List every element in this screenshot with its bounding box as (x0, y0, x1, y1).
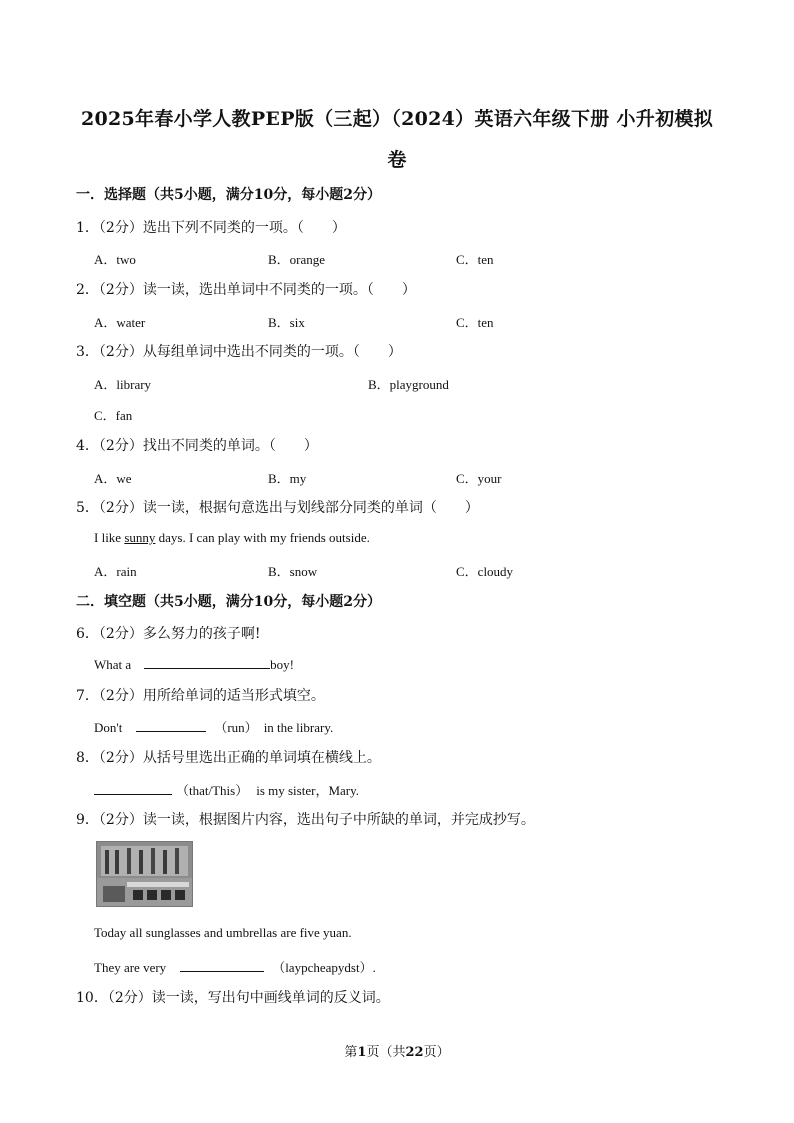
question-5-sentence (94, 530, 370, 546)
question-2-option-b: B．six (268, 315, 305, 330)
question-8-hint: （that/This） (176, 783, 249, 798)
footer-post: 页） (423, 1045, 450, 1060)
question-4-stem: 4．（2分）找出不同类的单词。（ ） (76, 438, 318, 454)
question-3-stem: 3．（2分）从每组单词中选出不同类的一项。（ ） (76, 344, 402, 360)
question-9-post: . (372, 960, 376, 975)
question-5-sentence-pre: I like (94, 530, 125, 545)
question-8-blank[interactable] (94, 781, 172, 795)
question-3-option-c: C．fan (94, 408, 133, 423)
question-8-stem: 8．（2分）从括号里选出正确的单词填在横线上。 (76, 750, 381, 766)
shop-sale-picture (96, 841, 193, 907)
question-6-pre: What a (94, 657, 132, 672)
question-7-post: in the library. (263, 720, 334, 735)
question-9-pre: They are very (94, 960, 167, 975)
question-4-option-a: A．we (94, 471, 132, 486)
question-6-line (94, 655, 294, 673)
question-6-blank[interactable] (144, 655, 270, 669)
question-6-stem: 6．（2分）多么努力的孩子啊! (76, 626, 261, 642)
footer-total-pages: 22 (405, 1045, 424, 1060)
question-5-option-b: B．snow (268, 564, 318, 579)
question-2-stem: 2．（2分）读一读，选出单词中不同类的一项。（ ） (76, 282, 416, 298)
question-9-stem: 9．（2分）读一读，根据图片内容，选出句子中所缺的单词，并完成抄写。 (76, 812, 535, 828)
question-8-line (94, 780, 359, 799)
question-4-option-c: C．your (456, 471, 502, 486)
question-2-option-c: C．ten (456, 315, 494, 330)
page-footer (0, 1041, 794, 1060)
section-heading-fill: 二．填空题（共5小题，满分10分，每小题2分） (76, 594, 381, 610)
footer-page-number: 1 (357, 1045, 367, 1060)
question-5-underlined-word: sunny (124, 530, 156, 545)
question-2-option-a: A．water (94, 315, 146, 330)
footer-pre: 第 (344, 1045, 358, 1060)
question-5-option-c: C．cloudy (456, 564, 514, 579)
question-7-stem: 7．（2分）用所给单词的适当形式填空。 (76, 688, 325, 704)
question-3-option-b: B．playground (368, 377, 449, 392)
question-5-option-a: A．rain (94, 564, 137, 579)
question-7-pre: Don't (94, 720, 123, 735)
question-1-stem: 1．（2分）选出下列不同类的一项。（ ） (76, 220, 346, 236)
footer-mid: 页（共 (366, 1045, 406, 1060)
question-5-stem: 5．（2分）读一读，根据句意选出与划线部分同类的单词（ ） (76, 500, 479, 516)
document-title-line1: 2025年春小学人教PEP版（三起）（2024）英语六年级下册 小升初模拟 (80, 108, 714, 130)
question-9-hint: （laypcheapydst） (272, 960, 373, 975)
question-1-option-c: C．ten (456, 252, 494, 267)
question-7-blank[interactable] (136, 718, 206, 732)
document-title-line2: 卷 (387, 149, 407, 171)
question-1-option-b: B．orange (268, 252, 326, 267)
question-6-post: boy! (270, 657, 295, 672)
question-9-line (94, 957, 376, 976)
question-9-sentence-1: Today all sunglasses and umbrellas are five yuan. (94, 925, 352, 940)
question-8-post: is my sister，Mary. (256, 783, 360, 798)
question-4-option-b: B．my (268, 471, 307, 486)
question-9-blank[interactable] (180, 958, 264, 972)
section-heading-choice: 一．选择题（共5小题，满分10分，每小题2分） (76, 187, 381, 203)
question-1-option-a: A．two (94, 252, 136, 267)
question-7-hint: （run） (214, 720, 258, 735)
question-3-option-a: A．library (94, 377, 152, 392)
shop-sale-illustration (97, 842, 192, 906)
question-7-line (94, 717, 333, 736)
question-10-stem: 10．（2分）读一读，写出句中画线单词的反义词。 (76, 990, 390, 1006)
question-5-sentence-post: days. I can play with my friends outside. (155, 530, 370, 545)
